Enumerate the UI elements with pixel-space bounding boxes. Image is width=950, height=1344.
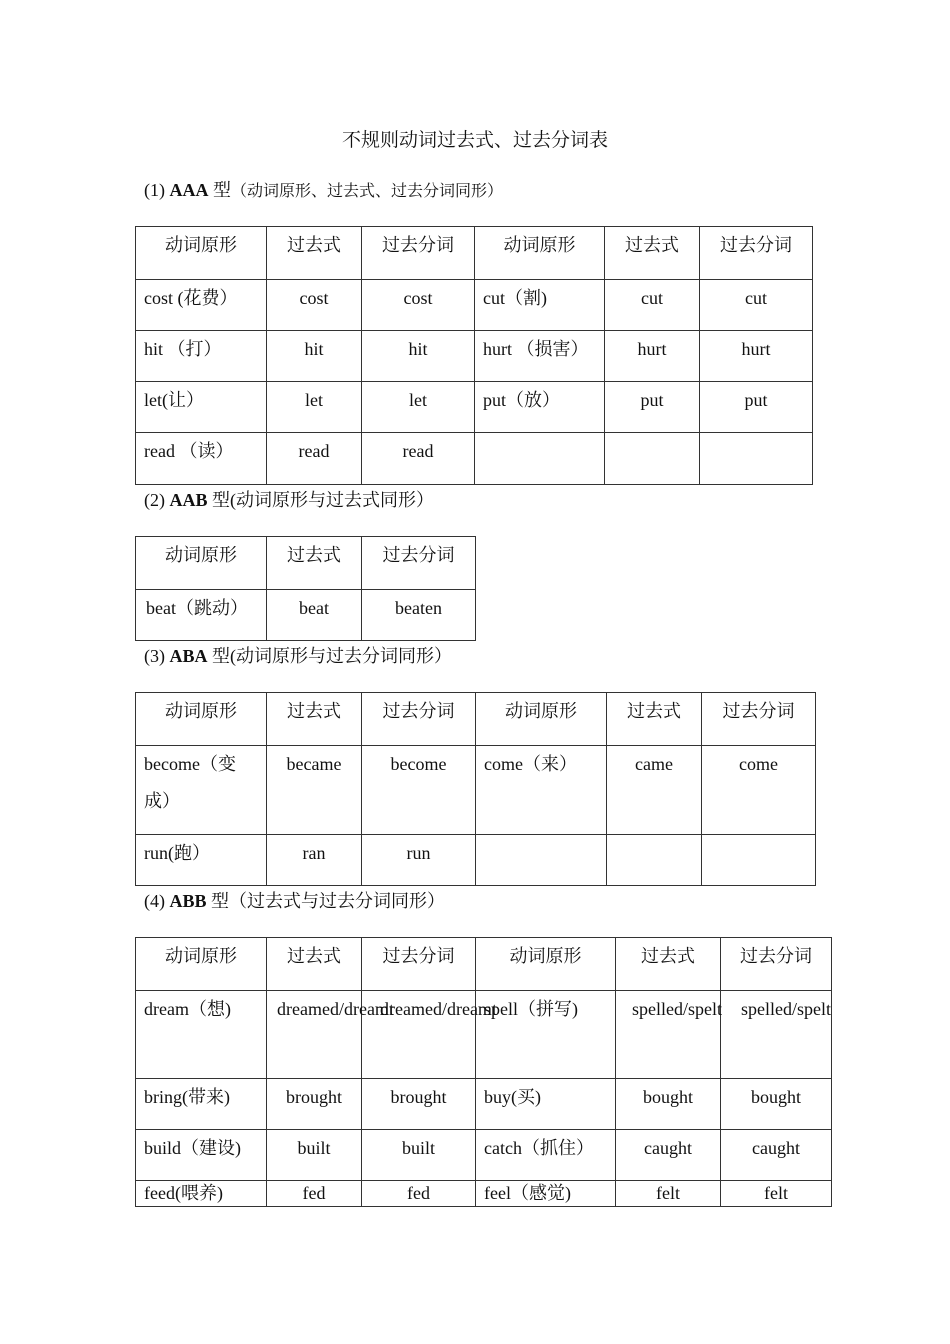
past-tense-cell: dreamed/dreamt — [267, 991, 362, 1079]
table-header-row — [136, 537, 476, 590]
base-form-cell: let(让） — [136, 382, 267, 433]
section-type: ABB — [169, 891, 207, 911]
table-row — [136, 1130, 832, 1181]
header-past-tense: 过去式 — [605, 227, 700, 280]
base-form-cell — [475, 433, 605, 485]
section-type: AAB — [169, 490, 208, 510]
section-note: (动词原形与过去式同形） — [230, 490, 435, 510]
header-past-participle: 过去分词 — [702, 693, 816, 746]
table-aab — [135, 536, 476, 641]
past-participle-cell: put — [700, 382, 813, 433]
header-base-form: 动词原形 — [476, 938, 616, 991]
past-participle-cell: felt — [721, 1181, 832, 1207]
section-note: (动词原形与过去分词同形） — [230, 646, 453, 666]
past-participle-cell: spelled/spelt — [721, 991, 832, 1079]
past-tense-cell: cost — [267, 280, 362, 331]
base-form-cell: build（建设) — [136, 1130, 267, 1181]
section-number: (3) — [144, 646, 170, 666]
table-row — [136, 835, 816, 886]
table-abb — [135, 937, 832, 1207]
past-participle-cell: hurt — [700, 331, 813, 382]
base-form-cell: become（变成） — [136, 746, 267, 835]
table-header-row — [136, 693, 816, 746]
base-form-cell: put（放） — [475, 382, 605, 433]
header-past-tense: 过去式 — [607, 693, 702, 746]
past-participle-cell: built — [362, 1130, 476, 1181]
section-heading-abb — [144, 887, 445, 913]
past-participle-cell: dreamed/dreamt — [362, 991, 476, 1079]
table-row — [136, 280, 813, 331]
section-number: (2) — [144, 490, 170, 510]
header-past-tense: 过去式 — [267, 537, 362, 590]
base-form-cell: cost (花费） — [136, 280, 267, 331]
header-base-form: 动词原形 — [136, 938, 267, 991]
base-form-cell: come（来） — [476, 746, 607, 835]
past-participle-cell: beaten — [362, 590, 476, 641]
section-heading-aab — [144, 486, 434, 512]
header-past-participle: 过去分词 — [362, 938, 476, 991]
table-row — [136, 382, 813, 433]
past-tense-cell: beat — [267, 590, 362, 641]
section-number: (1) — [144, 180, 170, 200]
past-tense-cell — [607, 835, 702, 886]
past-participle-cell — [700, 433, 813, 485]
table-aba — [135, 692, 816, 886]
header-past-tense: 过去式 — [267, 693, 362, 746]
past-tense-cell: put — [605, 382, 700, 433]
past-tense-cell: read — [267, 433, 362, 485]
past-participle-cell: fed — [362, 1181, 476, 1207]
table-row — [136, 590, 476, 641]
past-tense-cell: let — [267, 382, 362, 433]
past-participle-cell: let — [362, 382, 475, 433]
section-note: （动词原形、过去式、过去分词同形） — [231, 183, 504, 200]
base-form-cell: catch（抓住） — [476, 1130, 616, 1181]
header-base-form: 动词原形 — [136, 693, 267, 746]
past-participle-cell — [702, 835, 816, 886]
table-header-row — [136, 938, 832, 991]
header-base-form: 动词原形 — [476, 693, 607, 746]
past-participle-cell: hit — [362, 331, 475, 382]
header-base-form: 动词原形 — [136, 537, 267, 590]
header-past-participle: 过去分词 — [362, 537, 476, 590]
section-suffix: 型 — [207, 490, 231, 510]
past-participle-cell: run — [362, 835, 476, 886]
table-aaa — [135, 226, 813, 485]
base-form-cell: buy(买) — [476, 1079, 616, 1130]
base-form-cell: feel（感觉) — [476, 1181, 616, 1207]
section-type: AAA — [169, 180, 209, 200]
header-past-tense: 过去式 — [267, 938, 362, 991]
past-tense-cell: fed — [267, 1181, 362, 1207]
base-form-cell: beat（跳动） — [136, 590, 267, 641]
table-row — [136, 433, 813, 485]
past-participle-cell: read — [362, 433, 475, 485]
past-tense-cell: ran — [267, 835, 362, 886]
past-participle-cell: cut — [700, 280, 813, 331]
past-tense-cell: built — [267, 1130, 362, 1181]
header-past-tense: 过去式 — [616, 938, 721, 991]
base-form-cell: hurt （损害） — [475, 331, 605, 382]
table-row — [136, 1079, 832, 1130]
past-tense-cell: hit — [267, 331, 362, 382]
past-tense-cell: came — [607, 746, 702, 835]
base-form-cell — [476, 835, 607, 886]
past-participle-cell: cost — [362, 280, 475, 331]
past-participle-cell: bought — [721, 1079, 832, 1130]
header-base-form: 动词原形 — [475, 227, 605, 280]
section-heading-aba — [144, 642, 452, 668]
header-past-participle: 过去分词 — [362, 227, 475, 280]
header-base-form: 动词原形 — [136, 227, 267, 280]
past-tense-cell: felt — [616, 1181, 721, 1207]
header-past-participle: 过去分词 — [362, 693, 476, 746]
section-note: （过去式与过去分词同形） — [229, 891, 446, 911]
base-form-cell: dream（想) — [136, 991, 267, 1079]
table-row — [136, 991, 832, 1079]
section-suffix: 型 — [206, 891, 230, 911]
header-past-participle: 过去分词 — [721, 938, 832, 991]
past-participle-cell: brought — [362, 1079, 476, 1130]
header-past-participle: 过去分词 — [700, 227, 813, 280]
past-tense-cell: caught — [616, 1130, 721, 1181]
table-row — [136, 1181, 832, 1207]
past-tense-cell: spelled/spelt — [616, 991, 721, 1079]
section-suffix: 型 — [208, 180, 231, 200]
table-header-row — [136, 227, 813, 280]
base-form-cell: bring(带来) — [136, 1079, 267, 1130]
past-participle-cell: come — [702, 746, 816, 835]
page-title: 不规则动词过去式、过去分词表 — [341, 130, 608, 151]
base-form-cell: spell（拼写) — [476, 991, 616, 1079]
past-tense-cell: became — [267, 746, 362, 835]
past-tense-cell: cut — [605, 280, 700, 331]
past-tense-cell — [605, 433, 700, 485]
base-form-cell: cut（割) — [475, 280, 605, 331]
past-tense-cell: bought — [616, 1079, 721, 1130]
past-tense-cell: hurt — [605, 331, 700, 382]
section-suffix: 型 — [207, 646, 231, 666]
past-participle-cell: become — [362, 746, 476, 835]
section-type: ABA — [169, 646, 208, 666]
header-past-tense: 过去式 — [267, 227, 362, 280]
past-participle-cell: caught — [721, 1130, 832, 1181]
base-form-cell: hit （打） — [136, 331, 267, 382]
table-row — [136, 746, 816, 835]
table-row — [136, 331, 813, 382]
base-form-cell: feed(喂养) — [136, 1181, 267, 1207]
section-heading-aaa — [144, 176, 503, 202]
past-tense-cell: brought — [267, 1079, 362, 1130]
base-form-cell: read （读） — [136, 433, 267, 485]
section-number: (4) — [144, 891, 170, 911]
base-form-cell: run(跑） — [136, 835, 267, 886]
